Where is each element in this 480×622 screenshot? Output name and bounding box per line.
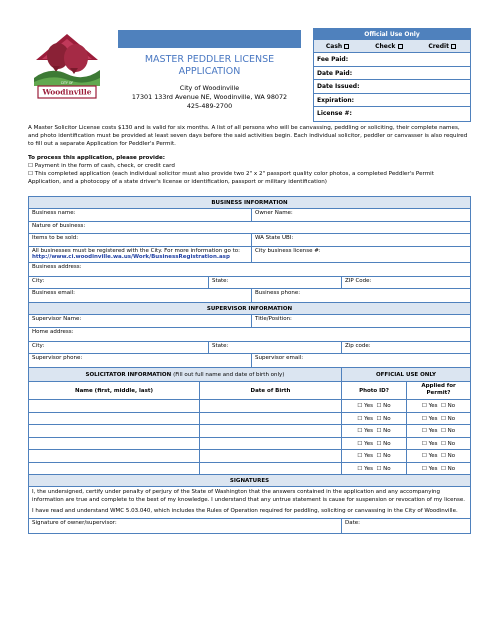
photo-id-yes[interactable]: ☐ Yes	[357, 440, 373, 447]
permit-yes[interactable]: ☐ Yes	[421, 415, 438, 422]
photo-id-yes[interactable]: ☐ Yes	[357, 453, 373, 459]
photo-id-no[interactable]: ☐ No	[376, 453, 391, 459]
date-paid-field[interactable]: Date Paid:	[314, 67, 470, 81]
photo-id-yes[interactable]: ☐ Yes	[357, 403, 373, 409]
payment-cash[interactable]: Cash	[326, 40, 351, 52]
solicitor-name-field[interactable]	[29, 450, 200, 462]
payment-check[interactable]: Check	[375, 40, 404, 52]
checkbox-icon: ☐	[376, 403, 382, 409]
checkbox-icon	[344, 44, 349, 49]
photo-id-yes[interactable]: ☐ Yes	[357, 428, 373, 434]
expiration-field[interactable]: Expiration:	[314, 94, 470, 108]
process-item: ☐ This completed application (each individual solicitor must also provide two 2" x 2" passport quality color photos, a completed Peddler's Permit Application, and a photocopy of a state driver's license or identification, passport or military identification)	[28, 171, 434, 185]
checkbox-icon: ☐	[28, 163, 35, 169]
checkbox-icon: ☐	[440, 465, 446, 472]
checkbox-icon: ☐	[376, 453, 382, 459]
process-instructions	[28, 154, 468, 186]
official-use-heading-2: OFFICIAL USE ONLY	[342, 368, 470, 381]
solicitor-name-field[interactable]	[29, 463, 200, 475]
signatures-section-heading: SIGNATURES	[29, 475, 470, 487]
solicitor-row	[29, 425, 470, 438]
checkbox-icon: ☐	[357, 465, 363, 472]
supervisor-phone-field[interactable]: Supervisor phone:	[29, 354, 252, 367]
city-contact	[118, 84, 301, 111]
permit-yes[interactable]: ☐ Yes	[421, 465, 438, 472]
permit-no[interactable]: ☐ No	[440, 415, 456, 422]
photo-id-no[interactable]: ☐ No	[376, 403, 391, 409]
supervisor-name-field[interactable]: Supervisor Name:	[29, 315, 252, 327]
title-bar	[118, 30, 301, 48]
photo-id-yes[interactable]: ☐ Yes	[357, 465, 373, 472]
photo-id-options	[342, 463, 407, 475]
date-issued-field[interactable]: Date Issued:	[314, 80, 470, 94]
home-address-field[interactable]: Home address:	[32, 328, 74, 335]
permit-options	[407, 463, 470, 475]
ubi-field[interactable]: WA State UBI:	[255, 235, 294, 241]
business-name-field[interactable]: Business name:	[29, 209, 252, 221]
photo-id-no[interactable]: ☐ No	[376, 415, 391, 422]
items-sold-field[interactable]: Items to be sold:	[29, 234, 252, 246]
checkbox-icon: ☐	[440, 415, 446, 422]
city-license-field[interactable]: City business license #:	[255, 247, 321, 254]
checkbox-icon: ☐	[357, 403, 363, 409]
process-item: ☐ Payment in the form of cash, check, or credit card	[28, 163, 175, 169]
checkbox-icon: ☐	[376, 465, 382, 472]
checkbox-icon: ☐	[421, 453, 427, 459]
solicitor-dob-field[interactable]	[200, 438, 342, 450]
checkbox-icon	[451, 44, 456, 49]
checkbox-icon: ☐	[376, 440, 382, 447]
official-use-box	[313, 28, 471, 122]
permit-no[interactable]: ☐ No	[440, 428, 456, 434]
supervisor-title-field[interactable]: Title/Position:	[255, 316, 292, 322]
license-number-field[interactable]: License #:	[317, 110, 352, 118]
city-name: City of Woodinville	[179, 84, 240, 92]
photo-id-yes[interactable]: ☐ Yes	[357, 415, 373, 422]
checkbox-icon: ☐	[421, 415, 427, 422]
solicitor-dob-field[interactable]	[200, 450, 342, 462]
permit-yes[interactable]: ☐ Yes	[421, 453, 438, 459]
checkbox-icon: ☐	[357, 415, 363, 422]
city-address: 17301 133rd Avenue NE, Woodinville, WA 98072	[131, 93, 288, 101]
permit-no[interactable]: ☐ No	[440, 465, 456, 472]
col-name-header: Name (first, middle, last)	[29, 382, 200, 399]
solicitor-dob-field[interactable]	[200, 425, 342, 437]
photo-id-options	[342, 400, 407, 412]
checkbox-icon: ☐	[28, 171, 35, 177]
checkbox-icon: ☐	[440, 428, 446, 434]
permit-no[interactable]: ☐ No	[440, 440, 456, 447]
solicitor-dob-field[interactable]	[200, 400, 342, 412]
city-phone: 425-489-2700	[186, 102, 233, 110]
solicitor-name-field[interactable]	[29, 400, 200, 412]
photo-id-options	[342, 438, 407, 450]
supervisor-city-field[interactable]: City:	[29, 342, 209, 354]
wmc-text: I have read and understand WMC 5.03.040, which includes the Rules of Operation required for peddling, soliciting or canvassing in the City of Woodinville.	[29, 507, 470, 519]
svg-text:Woodinville: Woodinville	[42, 87, 92, 97]
checkbox-icon: ☐	[440, 453, 446, 459]
date-field[interactable]: Date:	[345, 519, 360, 526]
solicitor-row	[29, 413, 470, 426]
solicitor-name-field[interactable]	[29, 425, 200, 437]
permit-no[interactable]: ☐ No	[440, 453, 456, 459]
business-address-field[interactable]: Business address:	[32, 263, 82, 270]
checkbox-icon	[398, 44, 403, 49]
photo-id-no[interactable]: ☐ No	[376, 428, 391, 434]
intro-text: A Master Solicitor License costs $130 and is valid for six months. A list of all persons who will be canvassing, peddling or soliciting, their complete names, and photo identification must be provided at least seven days before the said activities begin. Each individual solicitor, peddler or canvasser is also required to fill out a separate Application for Peddler's Permit.	[28, 125, 468, 147]
permit-yes[interactable]: ☐ Yes	[421, 403, 438, 409]
supervisor-state-field[interactable]: State:	[209, 342, 342, 354]
business-state-field[interactable]: State:	[209, 277, 342, 289]
solicitor-name-field[interactable]	[29, 413, 200, 425]
checkbox-icon: ☐	[376, 415, 382, 422]
checkbox-icon: ☐	[421, 428, 427, 434]
checkbox-icon: ☐	[421, 403, 427, 409]
solicitor-row	[29, 463, 470, 476]
solicitor-name-field[interactable]	[29, 438, 200, 450]
city-logo	[28, 28, 106, 106]
permit-options	[407, 425, 470, 437]
official-use-heading: Official Use Only	[314, 29, 470, 40]
col-permit-header: Applied for Permit?	[421, 383, 456, 396]
checkbox-icon: ☐	[440, 440, 446, 447]
solicitor-dob-field[interactable]	[200, 413, 342, 425]
permit-options	[407, 400, 470, 412]
supervisor-section-heading: SUPERVISOR INFORMATION	[29, 303, 470, 315]
col-dob-header: Date of Birth	[200, 382, 342, 399]
checkbox-icon: ☐	[357, 440, 363, 447]
process-heading: To process this application, please provide:	[28, 155, 165, 161]
checkbox-icon: ☐	[421, 465, 427, 472]
business-zip-field[interactable]: ZIP Code:	[345, 277, 372, 284]
owner-name-field[interactable]: Owner Name:	[255, 210, 293, 216]
solicitor-rows	[29, 400, 470, 475]
fee-paid-field[interactable]: Fee Paid:	[314, 53, 470, 67]
checkbox-icon: ☐	[357, 428, 363, 434]
solicitor-dob-field[interactable]	[200, 463, 342, 475]
business-section-heading: BUSINESS INFORMATION	[29, 197, 470, 209]
solicitor-section-heading: SOLICITATOR INFORMATION (Fill out full name and date of birth only)	[29, 368, 342, 381]
payment-options	[314, 40, 470, 53]
application-form	[28, 196, 471, 534]
registration-link[interactable]: http://www.ci.woodinville.wa.us/Work/BusinessRegistration.asp	[32, 254, 230, 261]
supervisor-email-field[interactable]: Supervisor email:	[255, 355, 304, 361]
permit-yes[interactable]: ☐ Yes	[421, 428, 438, 434]
solicitor-row	[29, 400, 470, 413]
permit-options	[407, 450, 470, 462]
business-city-field[interactable]: City:	[29, 277, 209, 289]
business-email-field[interactable]: Business email:	[29, 289, 252, 302]
solicitor-row	[29, 450, 470, 463]
photo-id-no[interactable]: ☐ No	[376, 440, 391, 447]
checkbox-icon: ☐	[376, 428, 382, 434]
certify-text: I, the undersigned, certify under penalty of perjury of the State of Washington that the answers contained in the application and any accompanying information are true and complete to the best of my knowledge. I understand that any untrue statement is cause for suspension or revocation of my license.	[32, 489, 466, 503]
checkbox-icon: ☐	[421, 440, 427, 447]
permit-no[interactable]: ☐ No	[440, 403, 456, 409]
permit-options	[407, 413, 470, 425]
photo-id-options	[342, 413, 407, 425]
col-photo-header: Photo ID?	[342, 382, 407, 399]
photo-id-options	[342, 450, 407, 462]
permit-options	[407, 438, 470, 450]
nature-of-business-field[interactable]: Nature of business:	[32, 222, 86, 229]
business-phone-field[interactable]: Business phone:	[255, 290, 301, 296]
svg-text:CITY OF: CITY OF	[60, 81, 74, 85]
permit-yes[interactable]: ☐ Yes	[421, 440, 438, 447]
page-title: MASTER PEDDLER LICENSE APPLICATION	[144, 54, 275, 77]
solicitor-row	[29, 438, 470, 451]
photo-id-options	[342, 425, 407, 437]
payment-credit[interactable]: Credit	[428, 40, 458, 52]
supervisor-zip-field[interactable]: Zip code:	[345, 342, 371, 349]
checkbox-icon: ☐	[440, 403, 446, 409]
photo-id-no[interactable]: ☐ No	[376, 465, 391, 472]
signature-field[interactable]: Signature of owner/supervisor:	[29, 519, 342, 533]
checkbox-icon: ☐	[357, 453, 363, 459]
registration-note: All businesses must be registered with the City. For more information go to: http://www.ci.woodinville.wa.us/Work/BusinessRegistration.asp	[29, 247, 252, 262]
